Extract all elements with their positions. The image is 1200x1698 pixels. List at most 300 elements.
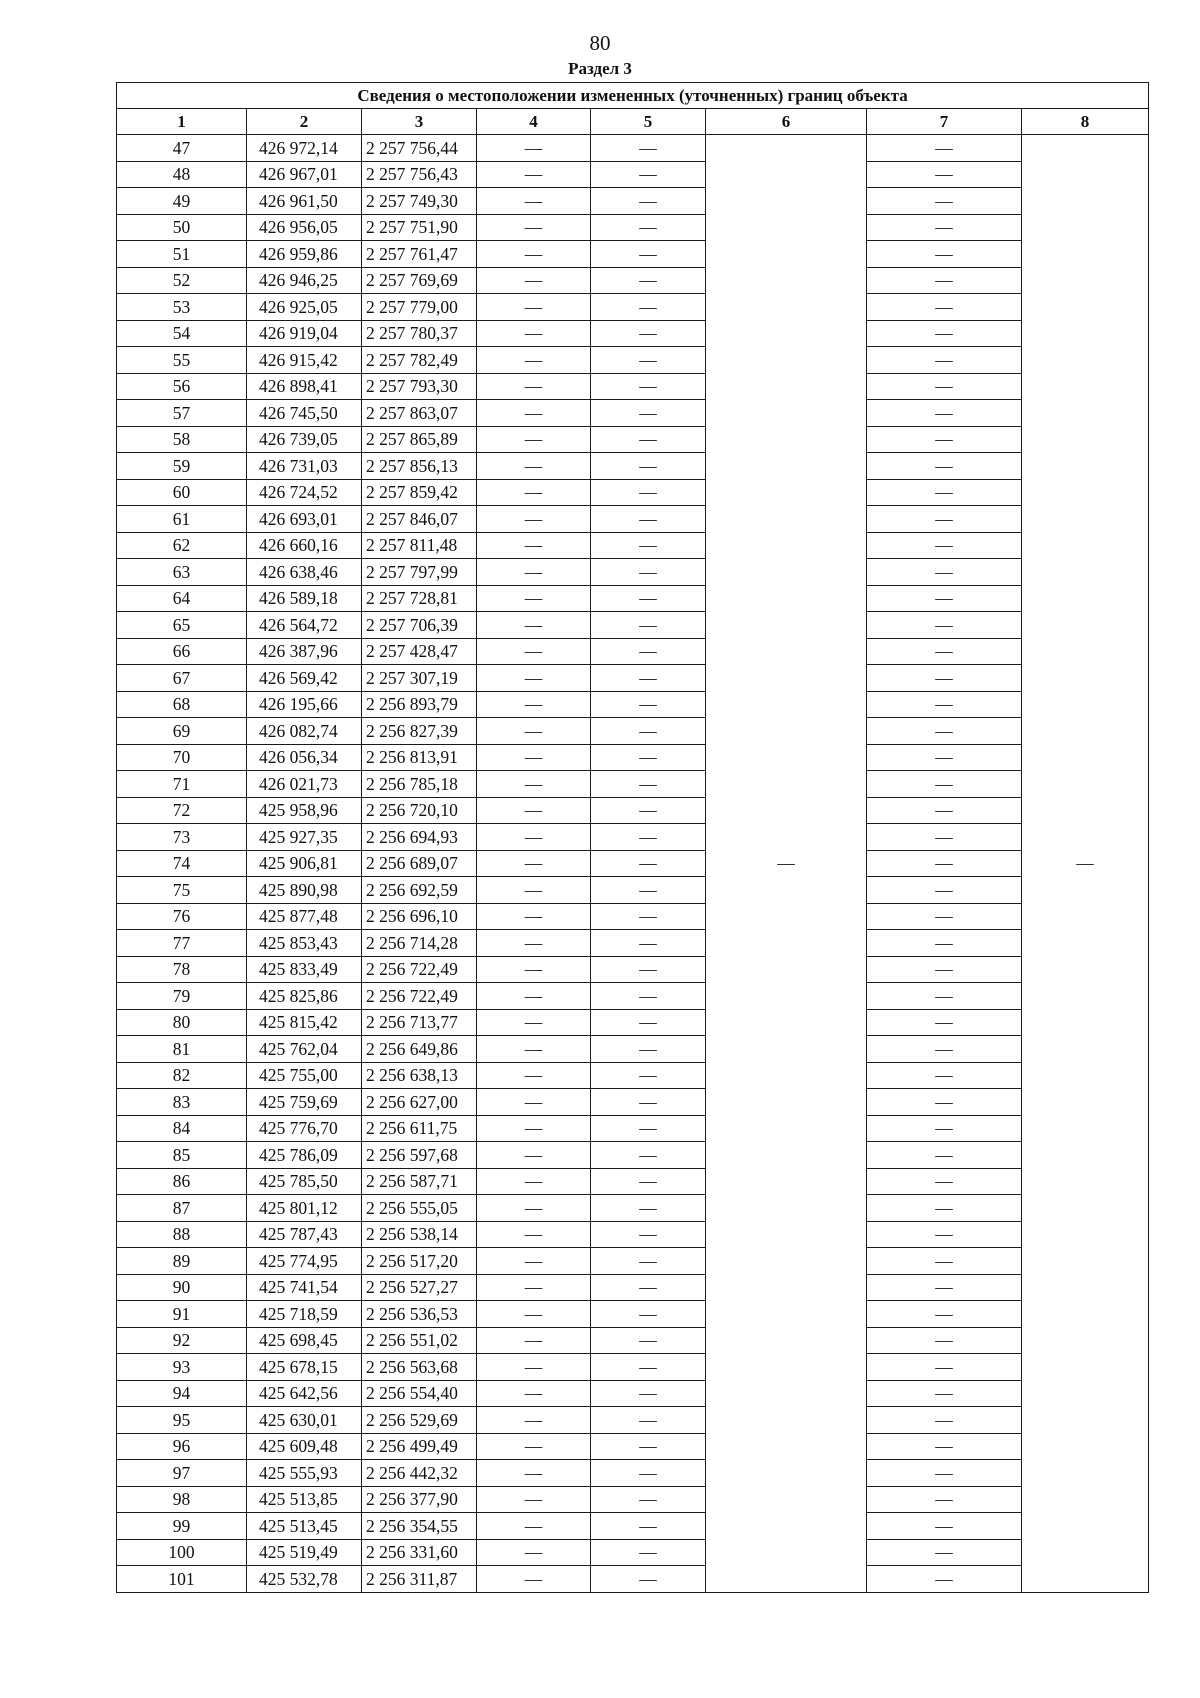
col4-dash-cell: —: [477, 956, 591, 983]
col4-dash-cell: —: [477, 1327, 591, 1354]
col7-dash-cell: —: [867, 1115, 1022, 1142]
column-header-8: 8: [1022, 109, 1149, 135]
col7-dash-cell: —: [867, 294, 1022, 321]
y-coordinate-cell: 2 256 354,55: [362, 1513, 477, 1540]
col7-dash-cell: —: [867, 1460, 1022, 1487]
y-coordinate-cell: 2 257 761,47: [362, 241, 477, 268]
col5-dash-cell: —: [591, 267, 706, 294]
table-row: [117, 1380, 1149, 1407]
col4-dash-cell: —: [477, 479, 591, 506]
col7-dash-cell: —: [867, 1486, 1022, 1513]
col4-dash-cell: —: [477, 797, 591, 824]
point-number-cell: 97: [117, 1460, 247, 1487]
col5-dash-cell: —: [591, 135, 706, 162]
col5-dash-cell: —: [591, 691, 706, 718]
col5-dash-cell: —: [591, 1433, 706, 1460]
table-row: [117, 1486, 1149, 1513]
y-coordinate-cell: 2 257 856,13: [362, 453, 477, 480]
col4-dash-cell: —: [477, 135, 591, 162]
col7-dash-cell: —: [867, 506, 1022, 533]
col4-dash-cell: —: [477, 1539, 591, 1566]
table-row: [117, 1513, 1149, 1540]
col7-dash-cell: —: [867, 665, 1022, 692]
col4-dash-cell: —: [477, 347, 591, 374]
x-coordinate-cell: 426 195,66: [247, 691, 362, 718]
col4-dash-cell: —: [477, 585, 591, 612]
point-number-cell: 78: [117, 956, 247, 983]
y-coordinate-cell: 2 256 827,39: [362, 718, 477, 745]
col7-dash-cell: —: [867, 214, 1022, 241]
point-number-cell: 71: [117, 771, 247, 798]
y-coordinate-cell: 2 256 714,28: [362, 930, 477, 957]
col4-dash-cell: —: [477, 1380, 591, 1407]
col4-dash-cell: —: [477, 1433, 591, 1460]
point-number-cell: 53: [117, 294, 247, 321]
col5-dash-cell: —: [591, 1009, 706, 1036]
table-row: [117, 1274, 1149, 1301]
col4-dash-cell: —: [477, 1221, 591, 1248]
point-number-cell: 63: [117, 559, 247, 586]
point-number-cell: 91: [117, 1301, 247, 1328]
x-coordinate-cell: 425 555,93: [247, 1460, 362, 1487]
y-coordinate-cell: 2 257 865,89: [362, 426, 477, 453]
col5-dash-cell: —: [591, 1274, 706, 1301]
y-coordinate-cell: 2 256 785,18: [362, 771, 477, 798]
y-coordinate-cell: 2 256 536,53: [362, 1301, 477, 1328]
table-row: [117, 1195, 1149, 1222]
col5-dash-cell: —: [591, 320, 706, 347]
col4-dash-cell: —: [477, 930, 591, 957]
y-coordinate-cell: 2 257 779,00: [362, 294, 477, 321]
table-row: [117, 1168, 1149, 1195]
y-coordinate-cell: 2 256 529,69: [362, 1407, 477, 1434]
x-coordinate-cell: 426 961,50: [247, 188, 362, 215]
col5-dash-cell: —: [591, 188, 706, 215]
col7-dash-cell: —: [867, 373, 1022, 400]
table-row: [117, 1115, 1149, 1142]
point-number-cell: 94: [117, 1380, 247, 1407]
col7-dash-cell: —: [867, 691, 1022, 718]
col7-dash-cell: —: [867, 453, 1022, 480]
point-number-cell: 96: [117, 1433, 247, 1460]
col4-dash-cell: —: [477, 1566, 591, 1593]
y-coordinate-cell: 2 257 793,30: [362, 373, 477, 400]
point-number-cell: 95: [117, 1407, 247, 1434]
y-coordinate-cell: 2 256 722,49: [362, 983, 477, 1010]
col5-dash-cell: —: [591, 718, 706, 745]
col7-dash-cell: —: [867, 1036, 1022, 1063]
y-coordinate-cell: 2 256 554,40: [362, 1380, 477, 1407]
table-row: [117, 744, 1149, 771]
x-coordinate-cell: 426 589,18: [247, 585, 362, 612]
col4-dash-cell: —: [477, 188, 591, 215]
table-row: [117, 214, 1149, 241]
col5-dash-cell: —: [591, 1195, 706, 1222]
table-row: [117, 1327, 1149, 1354]
point-number-cell: 50: [117, 214, 247, 241]
col7-dash-cell: —: [867, 1513, 1022, 1540]
y-coordinate-cell: 2 257 863,07: [362, 400, 477, 427]
table-row: [117, 532, 1149, 559]
x-coordinate-cell: 426 638,46: [247, 559, 362, 586]
col5-dash-cell: —: [591, 241, 706, 268]
col4-dash-cell: —: [477, 638, 591, 665]
col8-merged-cell: —: [1022, 135, 1149, 1593]
point-number-cell: 83: [117, 1089, 247, 1116]
table-row: [117, 718, 1149, 745]
y-coordinate-cell: 2 257 307,19: [362, 665, 477, 692]
x-coordinate-cell: 425 877,48: [247, 903, 362, 930]
col4-dash-cell: —: [477, 771, 591, 798]
y-coordinate-cell: 2 257 428,47: [362, 638, 477, 665]
col7-dash-cell: —: [867, 1433, 1022, 1460]
col5-dash-cell: —: [591, 1168, 706, 1195]
point-number-cell: 56: [117, 373, 247, 400]
col7-dash-cell: —: [867, 1327, 1022, 1354]
col5-dash-cell: —: [591, 1513, 706, 1540]
y-coordinate-cell: 2 257 706,39: [362, 612, 477, 639]
y-coordinate-cell: 2 256 696,10: [362, 903, 477, 930]
point-number-cell: 70: [117, 744, 247, 771]
col4-dash-cell: —: [477, 1354, 591, 1381]
table-caption: Сведения о местоположении измененных (уточненных) границ объекта: [117, 83, 1149, 109]
point-number-cell: 64: [117, 585, 247, 612]
table-row: [117, 824, 1149, 851]
col7-dash-cell: —: [867, 479, 1022, 506]
table-row: [117, 161, 1149, 188]
y-coordinate-cell: 2 256 377,90: [362, 1486, 477, 1513]
column-header-3: 3: [362, 109, 477, 135]
col4-dash-cell: —: [477, 1486, 591, 1513]
col5-dash-cell: —: [591, 1380, 706, 1407]
table-row: [117, 559, 1149, 586]
col4-dash-cell: —: [477, 1168, 591, 1195]
col7-dash-cell: —: [867, 824, 1022, 851]
x-coordinate-cell: 426 693,01: [247, 506, 362, 533]
table-row: [117, 1354, 1149, 1381]
col7-dash-cell: —: [867, 1301, 1022, 1328]
y-coordinate-cell: 2 257 780,37: [362, 320, 477, 347]
point-number-cell: 47: [117, 135, 247, 162]
col5-dash-cell: —: [591, 877, 706, 904]
y-coordinate-cell: 2 256 555,05: [362, 1195, 477, 1222]
table-row: [117, 638, 1149, 665]
table-row: [117, 665, 1149, 692]
col5-dash-cell: —: [591, 373, 706, 400]
col4-dash-cell: —: [477, 1009, 591, 1036]
y-coordinate-cell: 2 256 638,13: [362, 1062, 477, 1089]
table-row: [117, 1460, 1149, 1487]
table-row: [117, 188, 1149, 215]
table-row: [117, 877, 1149, 904]
col5-dash-cell: —: [591, 1354, 706, 1381]
col4-dash-cell: —: [477, 1062, 591, 1089]
col7-dash-cell: —: [867, 1248, 1022, 1275]
col5-dash-cell: —: [591, 532, 706, 559]
x-coordinate-cell: 425 833,49: [247, 956, 362, 983]
x-coordinate-cell: 426 898,41: [247, 373, 362, 400]
y-coordinate-cell: 2 256 551,02: [362, 1327, 477, 1354]
col4-dash-cell: —: [477, 718, 591, 745]
x-coordinate-cell: 425 755,00: [247, 1062, 362, 1089]
col4-dash-cell: —: [477, 1248, 591, 1275]
y-coordinate-cell: 2 256 813,91: [362, 744, 477, 771]
col5-dash-cell: —: [591, 1142, 706, 1169]
table-row: [117, 1433, 1149, 1460]
table-row: [117, 930, 1149, 957]
col5-dash-cell: —: [591, 771, 706, 798]
col7-dash-cell: —: [867, 347, 1022, 374]
point-number-cell: 54: [117, 320, 247, 347]
x-coordinate-cell: 425 609,48: [247, 1433, 362, 1460]
point-number-cell: 81: [117, 1036, 247, 1063]
x-coordinate-cell: 426 569,42: [247, 665, 362, 692]
col7-dash-cell: —: [867, 400, 1022, 427]
col4-dash-cell: —: [477, 241, 591, 268]
point-number-cell: 74: [117, 850, 247, 877]
table-row: [117, 1566, 1149, 1593]
col5-dash-cell: —: [591, 1062, 706, 1089]
x-coordinate-cell: 426 956,05: [247, 214, 362, 241]
x-coordinate-cell: 426 967,01: [247, 161, 362, 188]
page-number: 80: [589, 31, 611, 55]
col7-dash-cell: —: [867, 903, 1022, 930]
point-number-cell: 58: [117, 426, 247, 453]
col4-dash-cell: —: [477, 373, 591, 400]
point-number-cell: 67: [117, 665, 247, 692]
y-coordinate-cell: 2 256 499,49: [362, 1433, 477, 1460]
col7-dash-cell: —: [867, 744, 1022, 771]
col4-dash-cell: —: [477, 532, 591, 559]
y-coordinate-cell: 2 257 749,30: [362, 188, 477, 215]
point-number-cell: 88: [117, 1221, 247, 1248]
x-coordinate-cell: 425 519,49: [247, 1539, 362, 1566]
col5-dash-cell: —: [591, 1539, 706, 1566]
col4-dash-cell: —: [477, 1036, 591, 1063]
table-row: [117, 135, 1149, 162]
table-row: [117, 850, 1149, 877]
col5-dash-cell: —: [591, 1566, 706, 1593]
col7-dash-cell: —: [867, 1142, 1022, 1169]
col7-dash-cell: —: [867, 1566, 1022, 1593]
col4-dash-cell: —: [477, 1089, 591, 1116]
point-number-cell: 57: [117, 400, 247, 427]
col5-dash-cell: —: [591, 930, 706, 957]
col4-dash-cell: —: [477, 824, 591, 851]
y-coordinate-cell: 2 256 538,14: [362, 1221, 477, 1248]
point-number-cell: 72: [117, 797, 247, 824]
col5-dash-cell: —: [591, 1486, 706, 1513]
point-number-cell: 49: [117, 188, 247, 215]
x-coordinate-cell: 426 082,74: [247, 718, 362, 745]
col4-dash-cell: —: [477, 983, 591, 1010]
col7-dash-cell: —: [867, 426, 1022, 453]
col5-dash-cell: —: [591, 1221, 706, 1248]
point-number-cell: 65: [117, 612, 247, 639]
y-coordinate-cell: 2 257 846,07: [362, 506, 477, 533]
col7-dash-cell: —: [867, 612, 1022, 639]
table-row: [117, 903, 1149, 930]
col5-dash-cell: —: [591, 1407, 706, 1434]
col4-dash-cell: —: [477, 1460, 591, 1487]
col7-dash-cell: —: [867, 771, 1022, 798]
point-number-cell: 77: [117, 930, 247, 957]
point-number-cell: 85: [117, 1142, 247, 1169]
x-coordinate-cell: 426 925,05: [247, 294, 362, 321]
col5-dash-cell: —: [591, 983, 706, 1010]
x-coordinate-cell: 425 532,78: [247, 1566, 362, 1593]
point-number-cell: 69: [117, 718, 247, 745]
col7-dash-cell: —: [867, 188, 1022, 215]
col7-dash-cell: —: [867, 1168, 1022, 1195]
col5-dash-cell: —: [591, 1327, 706, 1354]
x-coordinate-cell: 426 564,72: [247, 612, 362, 639]
x-coordinate-cell: 425 815,42: [247, 1009, 362, 1036]
y-coordinate-cell: 2 257 782,49: [362, 347, 477, 374]
x-coordinate-cell: 425 785,50: [247, 1168, 362, 1195]
x-coordinate-cell: 425 801,12: [247, 1195, 362, 1222]
col5-dash-cell: —: [591, 1460, 706, 1487]
col7-dash-cell: —: [867, 1009, 1022, 1036]
x-coordinate-cell: 425 762,04: [247, 1036, 362, 1063]
point-number-cell: 100: [117, 1539, 247, 1566]
col5-dash-cell: —: [591, 956, 706, 983]
col7-dash-cell: —: [867, 930, 1022, 957]
point-number-cell: 98: [117, 1486, 247, 1513]
col5-dash-cell: —: [591, 400, 706, 427]
point-number-cell: 80: [117, 1009, 247, 1036]
column-header-6: 6: [706, 109, 867, 135]
col4-dash-cell: —: [477, 294, 591, 321]
y-coordinate-cell: 2 256 893,79: [362, 691, 477, 718]
y-coordinate-cell: 2 256 692,59: [362, 877, 477, 904]
table-row: [117, 506, 1149, 533]
col4-dash-cell: —: [477, 214, 591, 241]
table-row: [117, 426, 1149, 453]
x-coordinate-cell: 425 513,45: [247, 1513, 362, 1540]
x-coordinate-cell: 426 387,96: [247, 638, 362, 665]
x-coordinate-cell: 425 825,86: [247, 983, 362, 1010]
table-row: [117, 320, 1149, 347]
col5-dash-cell: —: [591, 1115, 706, 1142]
x-coordinate-cell: 425 853,43: [247, 930, 362, 957]
col4-dash-cell: —: [477, 426, 591, 453]
point-number-cell: 89: [117, 1248, 247, 1275]
col5-dash-cell: —: [591, 585, 706, 612]
col7-dash-cell: —: [867, 161, 1022, 188]
table-row: [117, 1036, 1149, 1063]
col4-dash-cell: —: [477, 1407, 591, 1434]
col7-dash-cell: —: [867, 135, 1022, 162]
x-coordinate-cell: 425 906,81: [247, 850, 362, 877]
point-number-cell: 52: [117, 267, 247, 294]
x-coordinate-cell: 425 890,98: [247, 877, 362, 904]
y-coordinate-cell: 2 256 722,49: [362, 956, 477, 983]
table-row: [117, 479, 1149, 506]
col4-dash-cell: —: [477, 1115, 591, 1142]
table-row: [117, 1142, 1149, 1169]
col5-dash-cell: —: [591, 426, 706, 453]
table-row: [117, 1539, 1149, 1566]
x-coordinate-cell: 426 946,25: [247, 267, 362, 294]
x-coordinate-cell: 426 660,16: [247, 532, 362, 559]
col4-dash-cell: —: [477, 1195, 591, 1222]
col7-dash-cell: —: [867, 797, 1022, 824]
col5-dash-cell: —: [591, 161, 706, 188]
col5-dash-cell: —: [591, 559, 706, 586]
col7-dash-cell: —: [867, 956, 1022, 983]
point-number-cell: 101: [117, 1566, 247, 1593]
column-header-1: 1: [117, 109, 247, 135]
table-row: [117, 1301, 1149, 1328]
col4-dash-cell: —: [477, 903, 591, 930]
y-coordinate-cell: 2 256 720,10: [362, 797, 477, 824]
col4-dash-cell: —: [477, 877, 591, 904]
col5-dash-cell: —: [591, 850, 706, 877]
x-coordinate-cell: 425 630,01: [247, 1407, 362, 1434]
table-header-row: [117, 109, 1149, 135]
col4-dash-cell: —: [477, 559, 591, 586]
point-number-cell: 87: [117, 1195, 247, 1222]
y-coordinate-cell: 2 256 563,68: [362, 1354, 477, 1381]
x-coordinate-cell: 425 774,95: [247, 1248, 362, 1275]
column-header-2: 2: [247, 109, 362, 135]
y-coordinate-cell: 2 256 311,87: [362, 1566, 477, 1593]
y-coordinate-cell: 2 256 442,32: [362, 1460, 477, 1487]
table-row: [117, 347, 1149, 374]
x-coordinate-cell: 425 787,43: [247, 1221, 362, 1248]
point-number-cell: 82: [117, 1062, 247, 1089]
x-coordinate-cell: 426 056,34: [247, 744, 362, 771]
col4-dash-cell: —: [477, 1513, 591, 1540]
column-header-4: 4: [477, 109, 591, 135]
col5-dash-cell: —: [591, 506, 706, 533]
table-row: [117, 1221, 1149, 1248]
section-title: Раздел 3: [568, 59, 632, 78]
col4-dash-cell: —: [477, 506, 591, 533]
x-coordinate-cell: 425 927,35: [247, 824, 362, 851]
col4-dash-cell: —: [477, 744, 591, 771]
col5-dash-cell: —: [591, 744, 706, 771]
y-coordinate-cell: 2 256 331,60: [362, 1539, 477, 1566]
table-row: [117, 1009, 1149, 1036]
col5-dash-cell: —: [591, 347, 706, 374]
x-coordinate-cell: 426 915,42: [247, 347, 362, 374]
col5-dash-cell: —: [591, 1248, 706, 1275]
col5-dash-cell: —: [591, 824, 706, 851]
y-coordinate-cell: 2 256 627,00: [362, 1089, 477, 1116]
col4-dash-cell: —: [477, 1301, 591, 1328]
col4-dash-cell: —: [477, 320, 591, 347]
x-coordinate-cell: 426 972,14: [247, 135, 362, 162]
col7-dash-cell: —: [867, 877, 1022, 904]
x-coordinate-cell: 425 678,15: [247, 1354, 362, 1381]
point-number-cell: 76: [117, 903, 247, 930]
coordinates-table: [116, 82, 1149, 1593]
col4-dash-cell: —: [477, 267, 591, 294]
col7-dash-cell: —: [867, 1089, 1022, 1116]
point-number-cell: 61: [117, 506, 247, 533]
y-coordinate-cell: 2 257 769,69: [362, 267, 477, 294]
col7-dash-cell: —: [867, 1062, 1022, 1089]
table-row: [117, 983, 1149, 1010]
table-body: [117, 135, 1149, 1593]
table-row: [117, 956, 1149, 983]
y-coordinate-cell: 2 256 587,71: [362, 1168, 477, 1195]
x-coordinate-cell: 426 959,86: [247, 241, 362, 268]
point-number-cell: 93: [117, 1354, 247, 1381]
x-coordinate-cell: 426 919,04: [247, 320, 362, 347]
